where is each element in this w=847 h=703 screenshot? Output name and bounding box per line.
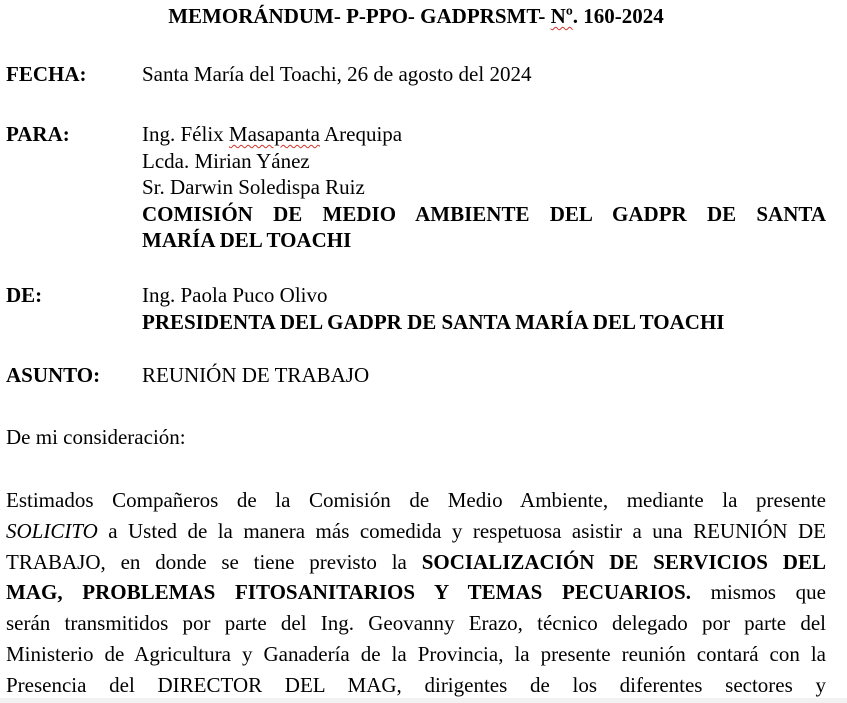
fecha-row bbox=[6, 61, 826, 88]
para-recipient-1 bbox=[142, 121, 826, 148]
body-line-3-plain: TRABAJO, en donde se tiene previsto la bbox=[6, 549, 422, 574]
body-line-4-text bbox=[6, 577, 826, 608]
body-line-3 bbox=[6, 547, 826, 578]
para-recipient-1-suffix: Arequipa bbox=[319, 122, 403, 146]
body-paragraph bbox=[6, 485, 826, 701]
para-recipient-3: Sr. Darwin Soledispa Ruiz bbox=[142, 175, 365, 199]
body-line-5 bbox=[6, 608, 826, 639]
de-label: DE: bbox=[6, 283, 43, 307]
greeting: De mi consideración: bbox=[6, 425, 186, 449]
body-line-7 bbox=[6, 670, 826, 701]
body-line-5-text: serán transmitidos por parte del Ing. Geovanny Erazo, técnico delegado por parte del bbox=[6, 611, 826, 636]
body-line-6 bbox=[6, 639, 826, 670]
de-sender-name: Ing. Paola Puco Olivo bbox=[142, 283, 328, 307]
body-line-2 bbox=[6, 516, 826, 547]
body-line-3-bold: SOCIALIZACIÓN DE SERVICIOS DEL bbox=[421, 549, 826, 574]
para-commission-line-1: COMISIÓN DE MEDIO AMBIENTE DEL GADPR DE SANTA bbox=[142, 201, 826, 226]
asunto-row bbox=[6, 362, 826, 389]
para-recipient-1-prefix: Ing. Félix bbox=[142, 122, 229, 146]
fecha-label: FECHA: bbox=[6, 62, 87, 86]
memo-title-suffix: . 160-2024 bbox=[572, 4, 664, 28]
body-line-2-text bbox=[6, 516, 826, 547]
body-line-3-text bbox=[6, 547, 826, 578]
para-recipient-2: Lcda. Mirian Yánez bbox=[142, 148, 310, 173]
para-label: PARA: bbox=[6, 122, 70, 146]
body-line-4-plain: mismos que bbox=[690, 580, 826, 605]
de-row bbox=[6, 282, 826, 335]
asunto-label: ASUNTO: bbox=[6, 363, 101, 387]
memo-title bbox=[0, 3, 832, 29]
body-line-4-bold: MAG, PROBLEMAS FITOSANITARIOS Y TEMAS PECUARIOS. bbox=[6, 580, 691, 605]
fecha-value: Santa María del Toachi, 26 de agosto del 2024 bbox=[142, 62, 532, 86]
body-line-1-text: Estimados Compañeros de la Comisión de Medio Ambiente, mediante la presente bbox=[6, 488, 826, 512]
memo-title-prefix: MEMORÁNDUM- P-PPO- GADPRSMT- bbox=[168, 4, 551, 28]
body-line-4 bbox=[6, 577, 826, 608]
body-line-6-text: Ministerio de Agricultura y Ganadería de la Provincia, la presente reunión contará con la bbox=[6, 641, 826, 666]
para-commission-line-2: MARÍA DEL TOACHI bbox=[142, 228, 352, 252]
para-row bbox=[6, 121, 826, 254]
asunto-value: REUNIÓN DE TRABAJO bbox=[142, 363, 370, 387]
de-sender-title: PRESIDENTA DEL GADPR DE SANTA MARÍA DEL TOACHI bbox=[142, 309, 725, 334]
body-line-7-text: Presencia del DIRECTOR DEL MAG, dirigentes de los diferentes sectores y bbox=[6, 672, 826, 697]
body-solicito: SOLICITO bbox=[6, 518, 98, 543]
page-bottom-edge bbox=[0, 698, 847, 703]
para-recipient-1-surname: Masapanta bbox=[228, 122, 320, 146]
memo-title-number-sign: Nº bbox=[550, 4, 573, 28]
body-line-1 bbox=[6, 485, 826, 516]
body-line-2-rest: a Usted de la manera más comedida y respetuosa asistir a una REUNIÓN DE bbox=[97, 518, 826, 543]
